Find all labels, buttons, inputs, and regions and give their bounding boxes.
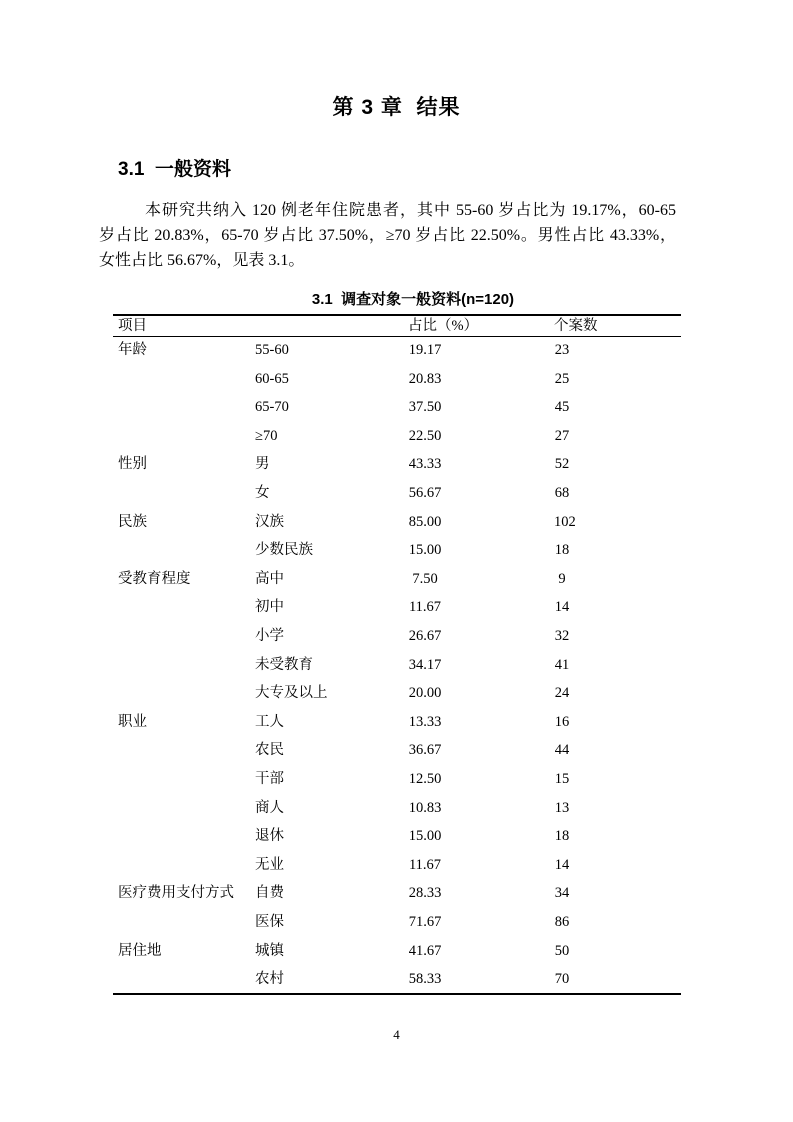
paragraph-line: 岁占比 20.83%，65-70 岁占比 37.50%，≥70 岁占比 22.50%。男性占比 43.33%， <box>99 227 676 244</box>
percent-value: 22.50 <box>408 427 442 444</box>
cell-count <box>552 765 681 794</box>
percent-value: 58.33 <box>408 970 442 987</box>
cell-category: 汉族 <box>255 513 284 530</box>
cell-percent <box>406 908 552 937</box>
cell-category: 55-60 <box>255 342 289 359</box>
cell-percent <box>406 593 552 622</box>
cell-category: 城镇 <box>255 942 284 959</box>
cell-percent <box>406 536 552 565</box>
cell-percent <box>406 450 552 479</box>
cell-count <box>552 450 681 479</box>
table-row <box>113 622 681 651</box>
count-value: 13 <box>554 799 570 816</box>
table-row <box>113 736 681 765</box>
header-count: 个案数 <box>554 317 598 334</box>
cell-percent <box>406 622 552 651</box>
cell-item <box>113 593 255 622</box>
count-value: 52 <box>554 456 570 473</box>
cell-category: 少数民族 <box>255 542 313 559</box>
cell-item <box>113 736 255 765</box>
cell-category: 农民 <box>255 742 284 759</box>
table-caption: 3.1 调查对象一般资料(n=120) <box>311 291 515 308</box>
cell-count <box>552 708 681 737</box>
table-row <box>113 536 681 565</box>
table-row <box>113 679 681 708</box>
percent-value: 26.67 <box>408 627 442 644</box>
cell-count <box>552 736 681 765</box>
cell-count <box>552 336 681 365</box>
cell-category: 商人 <box>255 799 284 816</box>
cell-percent <box>406 736 552 765</box>
count-value: 68 <box>554 485 570 502</box>
percent-value: 36.67 <box>408 742 442 759</box>
cell-count <box>552 479 681 508</box>
cell-category: 农村 <box>255 970 284 987</box>
cell-category: 65-70 <box>255 399 289 416</box>
table-row <box>113 965 681 994</box>
count-value: 86 <box>554 913 570 930</box>
count-value: 18 <box>554 542 570 559</box>
cell-percent <box>406 794 552 823</box>
cell-count <box>552 822 681 851</box>
cell-category: ≥70 <box>255 427 278 444</box>
cell-item <box>113 965 255 994</box>
cell-item <box>113 365 255 394</box>
cell-category: 60-65 <box>255 370 289 387</box>
table-row <box>113 851 681 880</box>
cell-category: 自费 <box>255 885 284 902</box>
cell-percent <box>406 393 552 422</box>
cell-item <box>113 479 255 508</box>
count-value: 23 <box>554 342 570 359</box>
header-percent: 占比（%） <box>408 317 479 334</box>
cell-category: 工人 <box>255 713 284 730</box>
cell-item <box>113 622 255 651</box>
percent-value: 10.83 <box>408 799 442 816</box>
table-body <box>113 336 681 994</box>
percent-value: 85.00 <box>408 513 442 530</box>
count-value: 9 <box>558 570 566 587</box>
page-number: 4 <box>393 1026 400 1042</box>
cell-percent <box>406 365 552 394</box>
cell-count <box>552 422 681 451</box>
count-value: 41 <box>554 656 570 673</box>
percent-value: 11.67 <box>408 856 442 873</box>
cell-count <box>552 794 681 823</box>
percent-value: 56.67 <box>408 485 442 502</box>
cell-item <box>113 822 255 851</box>
table-row <box>113 794 681 823</box>
table-row <box>113 565 681 594</box>
percent-value: 34.17 <box>408 656 442 673</box>
count-value: 45 <box>554 399 570 416</box>
cell-count <box>552 679 681 708</box>
cell-category: 高中 <box>255 570 284 587</box>
count-value: 32 <box>554 627 570 644</box>
cell-category: 医保 <box>255 913 284 930</box>
cell-percent <box>406 879 552 908</box>
cell-count <box>552 508 681 537</box>
section-title: 3.1 一般资料 <box>118 159 231 180</box>
percent-value: 15.00 <box>408 542 442 559</box>
table-row <box>113 593 681 622</box>
cell-item <box>113 393 255 422</box>
cell-count <box>552 393 681 422</box>
count-value: 44 <box>554 742 570 759</box>
table-row <box>113 765 681 794</box>
cell-percent <box>406 965 552 994</box>
cell-percent <box>406 765 552 794</box>
table-row <box>113 822 681 851</box>
cell-percent <box>406 822 552 851</box>
count-value: 16 <box>554 713 570 730</box>
table-row <box>113 936 681 965</box>
percent-value: 12.50 <box>408 770 442 787</box>
cell-percent <box>406 508 552 537</box>
percent-value: 43.33 <box>408 456 442 473</box>
cell-percent <box>406 336 552 365</box>
paragraph-line: 本研究共纳入 120 例老年住院患者，其中 55-60 岁占比为 19.17%，60-65 <box>145 202 676 219</box>
header-item: 项目 <box>118 317 147 334</box>
percent-value: 71.67 <box>408 913 442 930</box>
cell-count <box>552 908 681 937</box>
table-row <box>113 422 681 451</box>
cell-category: 未受教育 <box>255 656 313 673</box>
cell-item <box>113 422 255 451</box>
cell-count <box>552 565 681 594</box>
cell-count <box>552 851 681 880</box>
cell-count <box>552 651 681 680</box>
percent-value: 13.33 <box>408 713 442 730</box>
cell-item: 受教育程度 <box>118 570 191 587</box>
cell-category: 小学 <box>255 627 284 644</box>
count-value: 50 <box>554 942 570 959</box>
count-value: 14 <box>554 856 570 873</box>
cell-item: 职业 <box>118 713 147 730</box>
cell-category: 退休 <box>255 828 284 845</box>
cell-percent <box>406 651 552 680</box>
cell-item: 居住地 <box>118 942 162 959</box>
cell-item <box>113 851 255 880</box>
count-value: 27 <box>554 427 570 444</box>
percent-value: 41.67 <box>408 942 442 959</box>
count-value: 18 <box>554 828 570 845</box>
cell-percent <box>406 679 552 708</box>
cell-count <box>552 593 681 622</box>
cell-item <box>113 651 255 680</box>
count-value: 102 <box>554 513 576 530</box>
table-row <box>113 336 681 365</box>
count-value: 24 <box>554 685 570 702</box>
cell-count <box>552 936 681 965</box>
percent-value: 37.50 <box>408 399 442 416</box>
percent-value: 15.00 <box>408 828 442 845</box>
cell-item: 性别 <box>118 456 147 473</box>
cell-percent <box>406 422 552 451</box>
cell-category: 大专及以上 <box>255 685 328 702</box>
percent-value: 7.50 <box>412 570 438 587</box>
table-row <box>113 879 681 908</box>
count-value: 34 <box>554 885 570 902</box>
cell-item: 年龄 <box>118 342 147 359</box>
cell-item: 医疗费用支付方式 <box>118 885 234 902</box>
cell-category: 女 <box>255 485 270 502</box>
cell-count <box>552 965 681 994</box>
count-value: 15 <box>554 770 570 787</box>
cell-count <box>552 365 681 394</box>
cell-category: 男 <box>255 456 270 473</box>
cell-percent <box>406 565 552 594</box>
cell-count <box>552 622 681 651</box>
table-header-row <box>113 315 681 336</box>
percent-value: 19.17 <box>408 342 442 359</box>
percent-value: 28.33 <box>408 885 442 902</box>
general-data-table <box>113 314 681 995</box>
cell-item <box>113 908 255 937</box>
cell-item <box>113 679 255 708</box>
cell-item: 民族 <box>118 513 147 530</box>
percent-value: 11.67 <box>408 599 442 616</box>
count-value: 70 <box>554 970 570 987</box>
table-row <box>113 908 681 937</box>
percent-value: 20.00 <box>408 685 442 702</box>
cell-item <box>113 536 255 565</box>
table-row <box>113 365 681 394</box>
count-value: 14 <box>554 599 570 616</box>
header-category <box>255 315 406 336</box>
table-row <box>113 393 681 422</box>
table-row <box>113 708 681 737</box>
table-row <box>113 450 681 479</box>
cell-percent <box>406 936 552 965</box>
general-data-table-wrap <box>113 314 681 995</box>
table-row <box>113 479 681 508</box>
cell-percent <box>406 479 552 508</box>
paragraph-line: 女性占比 56.67%，见表 3.1。 <box>99 252 305 269</box>
body-paragraph <box>0 198 793 273</box>
cell-count <box>552 536 681 565</box>
cell-percent <box>406 851 552 880</box>
cell-percent <box>406 708 552 737</box>
percent-value: 20.83 <box>408 370 442 387</box>
table-row <box>113 508 681 537</box>
cell-category: 无业 <box>255 856 284 873</box>
table-row <box>113 651 681 680</box>
chapter-title: 第 3 章 结果 <box>332 96 461 119</box>
cell-item <box>113 765 255 794</box>
cell-category: 干部 <box>255 770 284 787</box>
cell-item <box>113 794 255 823</box>
count-value: 25 <box>554 370 570 387</box>
cell-category: 初中 <box>255 599 284 616</box>
cell-count <box>552 879 681 908</box>
